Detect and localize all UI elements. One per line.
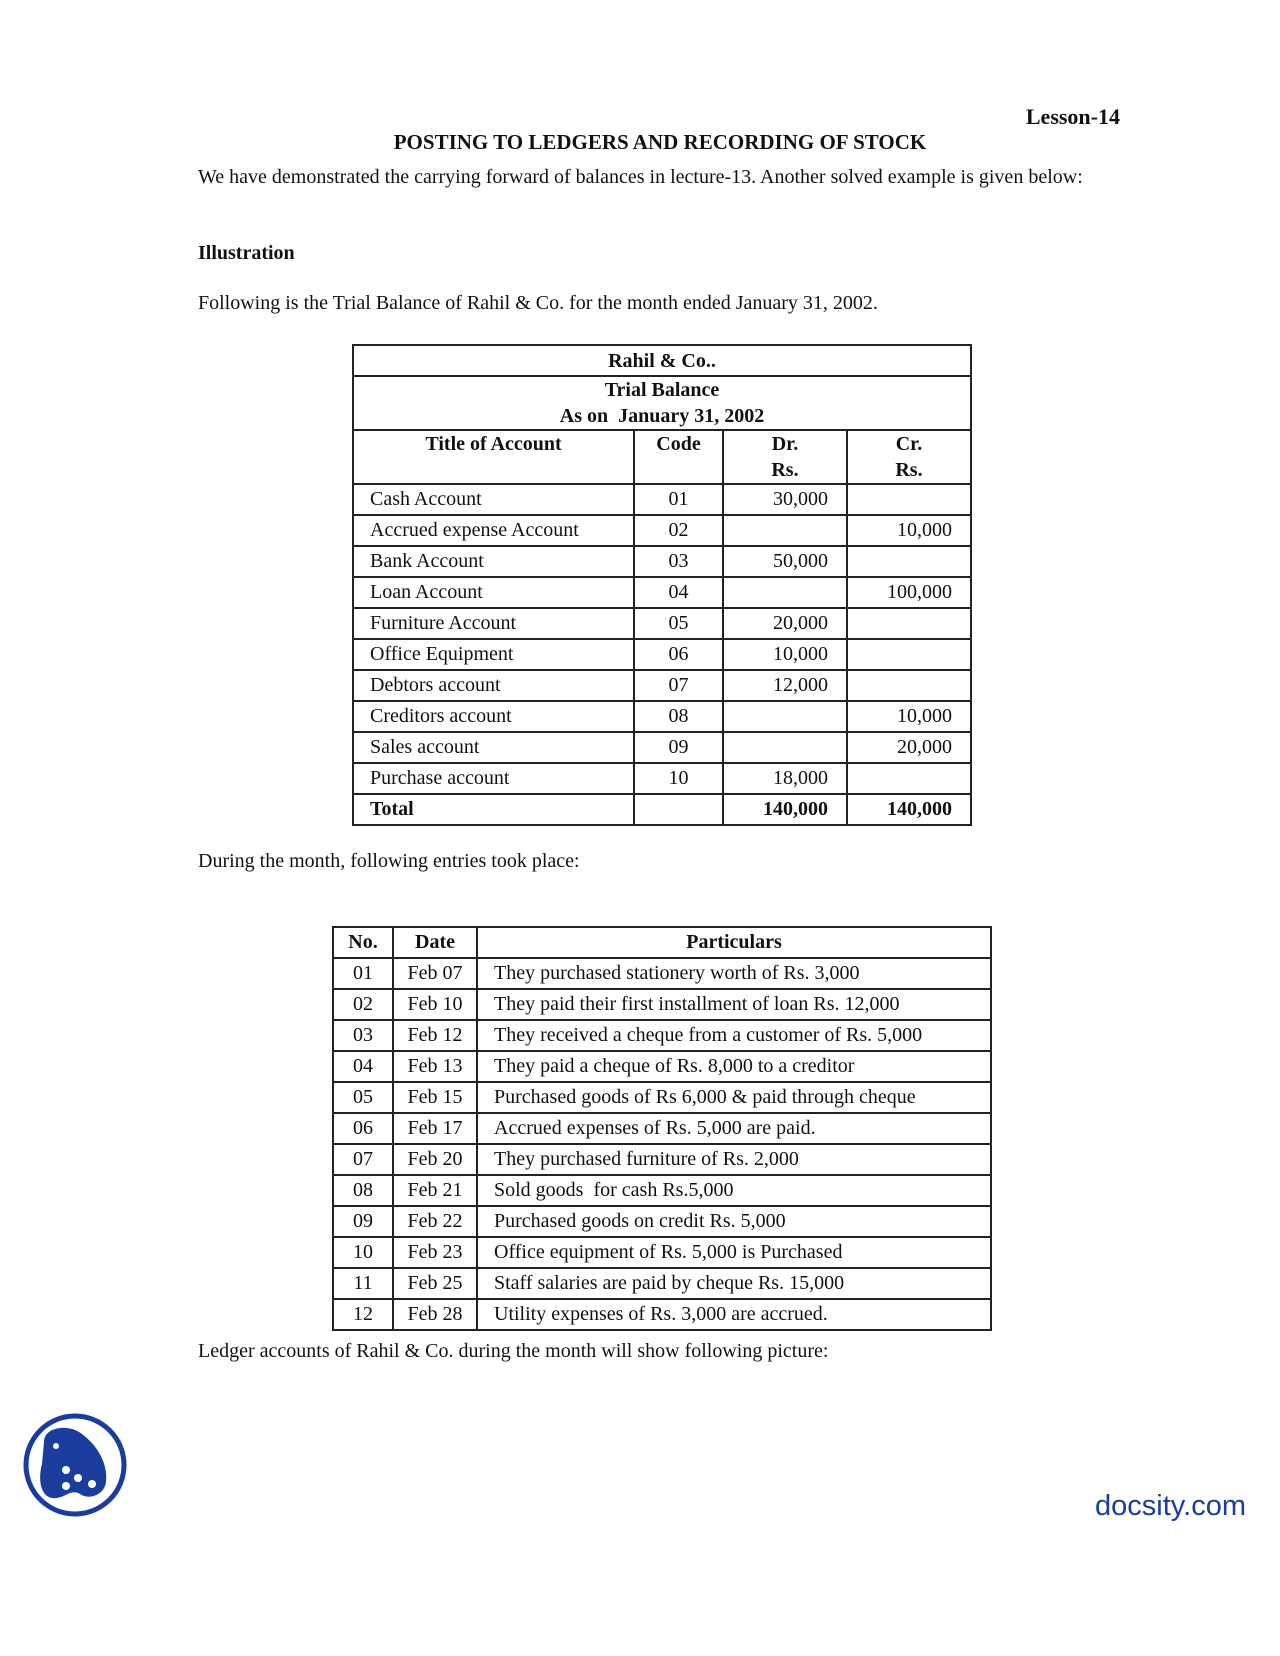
table-row: [333, 1237, 991, 1268]
col-cr-header: [847, 430, 971, 484]
account-code: 03: [634, 546, 723, 577]
account-code: 05: [634, 608, 723, 639]
entries-intro: During the month, following entries took place:: [198, 850, 580, 872]
debit-amount: 12,000: [723, 670, 847, 701]
account-name: Furniture Account: [353, 608, 634, 639]
entry-date: Feb 28: [393, 1299, 477, 1330]
credit-amount: [847, 608, 971, 639]
entry-date: Feb 13: [393, 1051, 477, 1082]
entry-date: Feb 25: [393, 1268, 477, 1299]
entry-particulars: Purchased goods of Rs 6,000 & paid through cheque: [477, 1082, 991, 1113]
table-row: [333, 989, 991, 1020]
table-row: [333, 1113, 991, 1144]
trial-balance-heading: [353, 376, 971, 430]
total-debit: 140,000: [723, 794, 847, 825]
credit-amount: 100,000: [847, 577, 971, 608]
entry-no: 03: [333, 1020, 393, 1051]
entry-no: 01: [333, 958, 393, 989]
debit-amount: 20,000: [723, 608, 847, 639]
lesson-number: Lesson-14: [1025, 104, 1120, 129]
table-row: [333, 1299, 991, 1330]
table-row: [353, 608, 971, 639]
entry-particulars: They purchased furniture of Rs. 2,000: [477, 1144, 991, 1175]
trial-balance-intro: Following is the Trial Balance of Rahil & Co. for the month ended January 31, 2002.: [198, 292, 878, 314]
entry-no: 05: [333, 1082, 393, 1113]
entry-particulars: They paid a cheque of Rs. 8,000 to a creditor: [477, 1051, 991, 1082]
entry-particulars: Accrued expenses of Rs. 5,000 are paid.: [477, 1113, 991, 1144]
col-particulars-header: Particulars: [477, 927, 991, 958]
entry-no: 06: [333, 1113, 393, 1144]
entry-particulars: They paid their first installment of loan Rs. 12,000: [477, 989, 991, 1020]
entry-no: 11: [333, 1268, 393, 1299]
entry-date: Feb 10: [393, 989, 477, 1020]
debit-amount: [723, 577, 847, 608]
table-row: [353, 732, 971, 763]
entry-particulars: They purchased stationery worth of Rs. 3,000: [477, 958, 991, 989]
credit-amount: [847, 546, 971, 577]
illustration-heading: Illustration: [198, 242, 295, 264]
account-code: 01: [634, 484, 723, 515]
credit-amount: 10,000: [847, 701, 971, 732]
entry-date: Feb 20: [393, 1144, 477, 1175]
col-code-header: Code: [634, 430, 723, 484]
entry-no: 08: [333, 1175, 393, 1206]
table-row: [353, 639, 971, 670]
entry-date: Feb 15: [393, 1082, 477, 1113]
account-name: Loan Account: [353, 577, 634, 608]
debit-amount: 50,000: [723, 546, 847, 577]
entry-date: Feb 21: [393, 1175, 477, 1206]
col-no-header: No.: [333, 927, 393, 958]
account-name: Purchase account: [353, 763, 634, 794]
entry-particulars: Utility expenses of Rs. 3,000 are accrued.: [477, 1299, 991, 1330]
table-row: [333, 1144, 991, 1175]
col-title-header: Title of Account: [353, 430, 634, 484]
entry-particulars: Sold goods for cash Rs.5,000: [477, 1175, 991, 1206]
credit-amount: [847, 763, 971, 794]
cr-unit: Rs.: [895, 459, 923, 481]
table-row: [333, 1268, 991, 1299]
account-code: 04: [634, 577, 723, 608]
account-name: Cash Account: [353, 484, 634, 515]
entry-no: 02: [333, 989, 393, 1020]
entry-date: Feb 22: [393, 1206, 477, 1237]
account-code: 10: [634, 763, 723, 794]
entry-no: 07: [333, 1144, 393, 1175]
entry-no: 12: [333, 1299, 393, 1330]
account-name: Bank Account: [353, 546, 634, 577]
table-row: [333, 1206, 991, 1237]
col-date-header: Date: [393, 927, 477, 958]
account-name: Creditors account: [353, 701, 634, 732]
entry-no: 04: [333, 1051, 393, 1082]
entry-no: 09: [333, 1206, 393, 1237]
table-row: [353, 484, 971, 515]
table-row: [353, 670, 971, 701]
entry-date: Feb 12: [393, 1020, 477, 1051]
intro-paragraph: We have demonstrated the carrying forward of balances in lecture-13. Another solved example is given below:: [198, 166, 1083, 188]
account-code: 08: [634, 701, 723, 732]
table-row: [353, 701, 971, 732]
table-row: [353, 763, 971, 794]
table-row: [353, 546, 971, 577]
credit-amount: [847, 639, 971, 670]
trial-balance-table: [352, 344, 972, 826]
account-code: 06: [634, 639, 723, 670]
ledger-intro: Ledger accounts of Rahil & Co. during the month will show following picture:: [198, 1340, 829, 1362]
entry-date: Feb 23: [393, 1237, 477, 1268]
account-name: Debtors account: [353, 670, 634, 701]
debit-amount: 30,000: [723, 484, 847, 515]
credit-amount: [847, 484, 971, 515]
table-row: [333, 1051, 991, 1082]
docsity-brand-link[interactable]: docsity.com: [1095, 1490, 1246, 1522]
debit-amount: [723, 515, 847, 546]
heading-line-1: Trial Balance: [604, 379, 720, 401]
total-credit: 140,000: [847, 794, 971, 825]
table-row: [333, 1082, 991, 1113]
company-name: Rahil & Co..: [353, 345, 971, 376]
table-row: [333, 1020, 991, 1051]
total-row: [353, 794, 971, 825]
total-code: [634, 794, 723, 825]
heading-line-2: As on January 31, 2002: [559, 405, 765, 427]
dr-label: Dr.: [771, 433, 799, 455]
dr-unit: Rs.: [771, 459, 799, 481]
entry-particulars: Purchased goods on credit Rs. 5,000: [477, 1206, 991, 1237]
account-code: 02: [634, 515, 723, 546]
table-row: [333, 1175, 991, 1206]
debit-amount: 18,000: [723, 763, 847, 794]
debit-amount: [723, 701, 847, 732]
account-name: Accrued expense Account: [353, 515, 634, 546]
table-row: [353, 515, 971, 546]
docsity-logo-icon[interactable]: [22, 1412, 128, 1518]
account-name: Sales account: [353, 732, 634, 763]
debit-amount: 10,000: [723, 639, 847, 670]
total-label: Total: [353, 794, 634, 825]
table-row: [353, 577, 971, 608]
entry-date: Feb 07: [393, 958, 477, 989]
entry-date: Feb 17: [393, 1113, 477, 1144]
cr-label: Cr.: [895, 433, 923, 455]
account-code: 07: [634, 670, 723, 701]
entry-particulars: They received a cheque from a customer of Rs. 5,000: [477, 1020, 991, 1051]
entries-table: [332, 926, 992, 1331]
credit-amount: 20,000: [847, 732, 971, 763]
table-row: [333, 958, 991, 989]
page-title: POSTING TO LEDGERS AND RECORDING OF STOCK: [393, 130, 927, 154]
account-name: Office Equipment: [353, 639, 634, 670]
entry-particulars: Office equipment of Rs. 5,000 is Purchased: [477, 1237, 991, 1268]
credit-amount: 10,000: [847, 515, 971, 546]
col-dr-header: [723, 430, 847, 484]
credit-amount: [847, 670, 971, 701]
entry-no: 10: [333, 1237, 393, 1268]
entry-particulars: Staff salaries are paid by cheque Rs. 15,000: [477, 1268, 991, 1299]
debit-amount: [723, 732, 847, 763]
account-code: 09: [634, 732, 723, 763]
